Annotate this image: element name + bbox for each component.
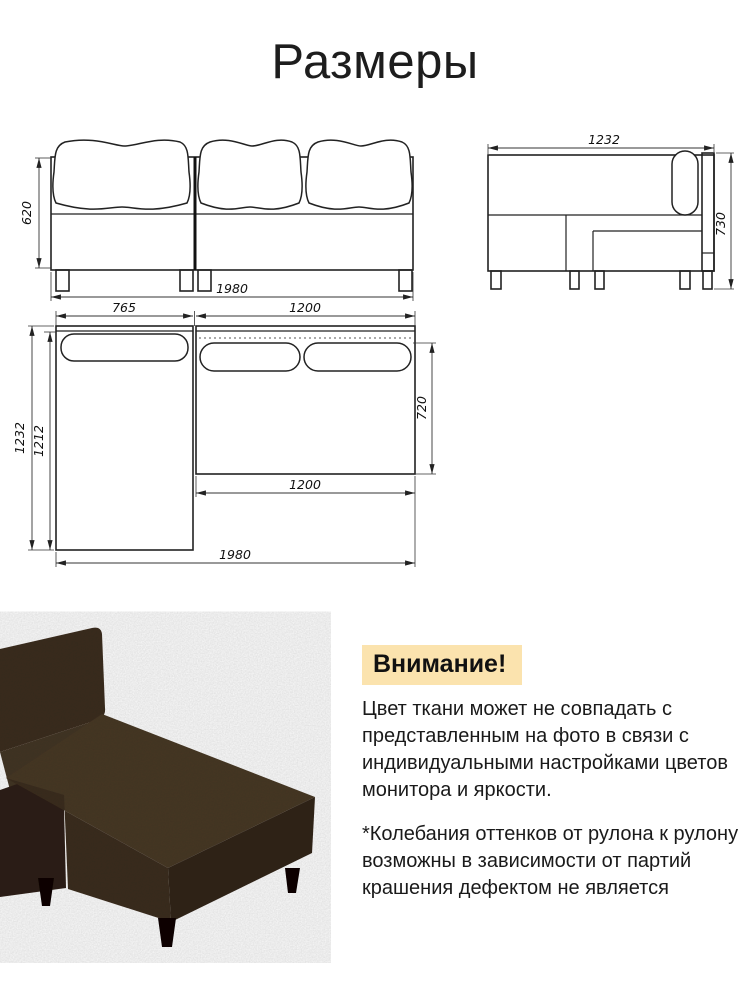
top-total-width-dimension-label: 1980	[219, 547, 251, 562]
top-outer-depth-dimension-label: 1232	[12, 422, 27, 454]
side-view-back-cushion	[672, 151, 698, 215]
front-width-dimension	[51, 272, 413, 301]
side-view-legs	[491, 271, 712, 289]
top-chaise-width-dimension-label: 765	[112, 300, 136, 315]
top-view-seat-cushions	[200, 343, 411, 371]
notice-paragraph-color: Цвет ткани может не совпадать с представленным на фото в связи с индивидуальными настройками цветов монитора и яркости.	[362, 698, 728, 801]
notice-paragraph-shades: *Колебания оттенков от рулона к рулону возможны в зависимости от партий крашения дефектом не является	[362, 823, 739, 899]
top-inner-depth-dimension-label: 1212	[31, 425, 46, 457]
top-seat-depth-dimension	[413, 343, 436, 474]
side-height-dimension-label: 730	[713, 212, 728, 236]
front-view-drawing	[19, 140, 413, 301]
dimension-drawings	[0, 115, 750, 585]
top-view-drawing	[12, 300, 436, 567]
notice-heading: Внимание!	[362, 645, 522, 685]
sofa-photo	[0, 600, 340, 1000]
top-inner-depth-dimension	[31, 332, 56, 550]
side-height-dimension	[713, 153, 734, 289]
page-title: Размеры	[271, 35, 479, 89]
front-height-dimension	[19, 158, 51, 268]
notice-block	[362, 645, 742, 902]
top-seat-width-dimension	[196, 476, 415, 497]
top-chaise-width-dimension	[56, 300, 195, 326]
top-section-width-dimension-label: 1200	[289, 300, 321, 315]
top-seat-depth-dimension-label: 720	[414, 396, 429, 420]
side-width-dimension-label: 1232	[588, 132, 620, 147]
top-view-chaise-cushion	[61, 334, 188, 361]
side-width-dimension	[488, 132, 714, 154]
top-section-width-dimension	[196, 300, 415, 326]
front-view-back-cushions	[53, 140, 412, 209]
front-height-dimension-label: 620	[19, 201, 34, 225]
side-view-drawing	[488, 132, 734, 289]
front-width-dimension-label: 1980	[216, 281, 248, 296]
top-total-width-dimension	[56, 497, 415, 567]
top-seat-width-dimension-label: 1200	[289, 477, 321, 492]
